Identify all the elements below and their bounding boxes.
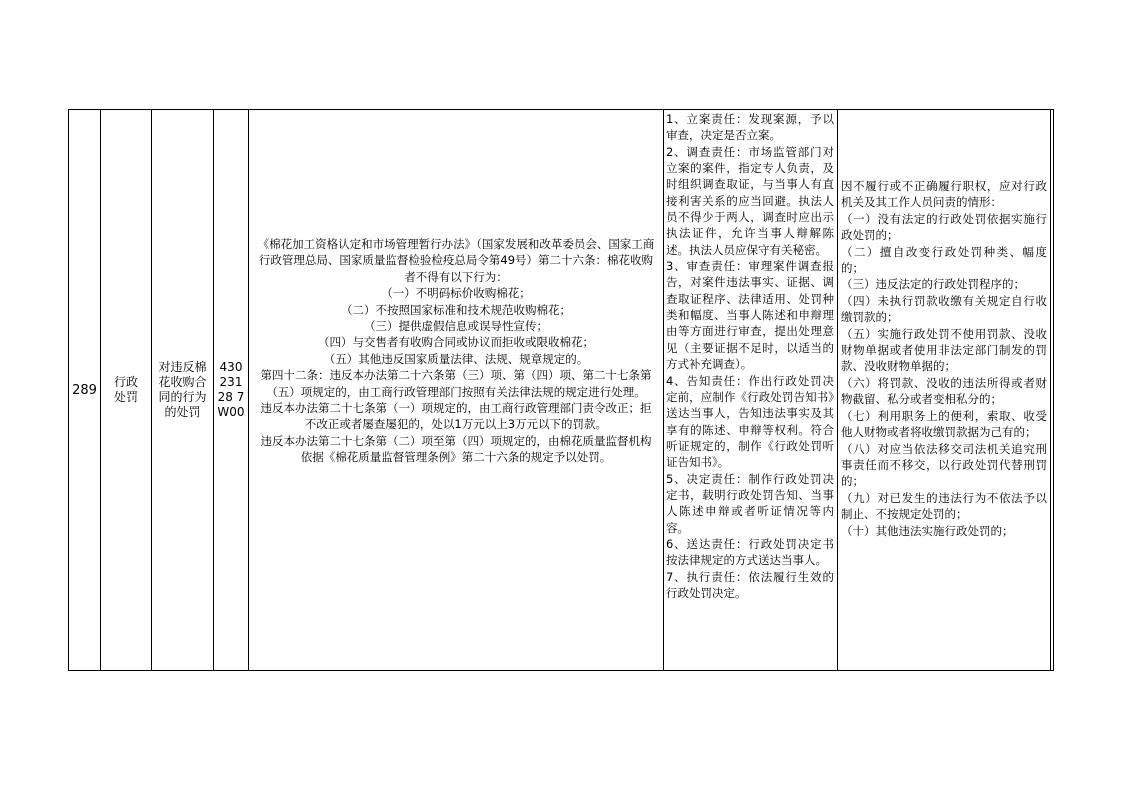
accountability-item: （十）其他违法实施行政处罚的； xyxy=(841,523,1014,538)
accountability-item: （三）违反法定的行政处罚程序的； xyxy=(841,277,1025,292)
item-name-cell xyxy=(152,110,214,670)
responsibility-text xyxy=(666,111,834,601)
basis-paragraph: （四）与交售者有收购合同或协议而拒收或限收棉花； xyxy=(318,335,594,350)
page-edge-dotted-line xyxy=(980,109,1054,671)
responsibility-item: 7、执行责任：依法履行生效的行政处罚决定。 xyxy=(666,569,834,600)
accountability-item: （六）将罚款、没收的违法所得或者财物截留、私分或者变相私分的； xyxy=(841,375,1047,407)
accountability-item: （一）没有法定的行政处罚依据实施行政处罚的； xyxy=(841,211,1047,243)
basis-paragraph: （五）其他违反国家质量法律、法规、规章规定的。 xyxy=(323,351,589,366)
category-text: 行政处罚 xyxy=(113,375,138,404)
code-cell xyxy=(214,110,249,670)
accountability-item: （四）未执行罚款收缴有关规定自行收缴罚款的； xyxy=(841,293,1047,325)
basis-paragraph: 违反本办法第二十七条第（一）项规定的，由工商行政管理部门责令改正；拒不改正或者屡查屡犯的，处以1万元以上3万元以下的罚款。 xyxy=(260,401,652,432)
responsibility-item: 6、送达责任：行政处罚决定书按法律规定的方式送达当事人。 xyxy=(666,536,834,568)
basis-paragraph: （二）不按照国家标准和技术规范收购棉花； xyxy=(341,302,571,317)
table-row xyxy=(68,109,1054,671)
responsibility-item: 1、立案责任：发现案源，予以审查，决定是否立案。 xyxy=(666,112,834,143)
basis-paragraph: 第四十二条：违反本办法第二十六条第（三）项、第（四）项、第二十七条第（五）项规定的，由工商行政管理部门按照有关法律法规的规定进行处理。 xyxy=(260,368,652,399)
accountability-item: 因不履行或不正确履行职权，应对行政机关及其工作人员问责的情形： xyxy=(841,179,1047,210)
seq-number: 289 xyxy=(72,382,97,398)
accountability-item: （二）擅自改变行政处罚种类、幅度的； xyxy=(841,244,1047,276)
accountability-item: （七）利用职务上的便利，索取、收受他人财物或者将收缴罚款据为己有的； xyxy=(841,408,1047,440)
basis-paragraph: 违反本办法第二十七条第（二）项至第（四）项规定的，由棉花质量监督机构依据《棉花质量监督管理条例》第二十六条的规定予以处罚。 xyxy=(260,433,652,465)
category-cell xyxy=(101,110,152,670)
responsibility-item: 4、告知责任：作出行政处罚决定前，应制作《行政处罚告知书》送达当事人，告知违法事实及其享有的陈述、申辩等权利。符合听证规定的，制作《行政处罚听证告知书》。 xyxy=(666,373,834,470)
basis-text xyxy=(255,236,657,466)
basis-paragraph: 《棉花加工资格认定和市场管理暂行办法》（国家发展和改革委员会、国家工商行政管理总局、国家质量监督检验检疫总局令第49号）第二十六条：棉花收购者不得有以下行为： xyxy=(257,237,655,284)
accountability-item: （九）对已发生的违法行为不依法予以制止、不按规定处罚的； xyxy=(841,490,1047,522)
responsibility-item: 5、决定责任：制作行政处罚决定书，载明行政处罚告知、当事人陈述申辩或者听证情况等内容。 xyxy=(666,471,834,535)
responsibility-item: 3、审查责任：审理案件调查报告，对案件违法事实、证据、调查取证程序、法律适用、处罚种类和幅度、当事人陈述和申辩理由等方面进行审查，提出处理意见（主要证据不足时，以适当的方式补充调查）。 xyxy=(666,259,834,372)
responsibility-item: 2、调查责任：市场监管部门对立案的案件，指定专人负责，及时组织调查取证，与当事人有直接利害关系的应当回避。执法人员不得少于两人，调查时应出示执法证件，允许当事人辩解陈述。执法人员应保守有关秘密。 xyxy=(666,144,834,257)
accountability-item: （五）实施行政处罚不使用罚款、没收财物单据或者使用非法定部门制发的罚款、没收财物单据的； xyxy=(841,326,1047,374)
responsibility-cell xyxy=(664,110,838,670)
basis-paragraph: （一）不明码标价收购棉花； xyxy=(381,286,531,301)
code-text: 43023128 7W00 xyxy=(217,360,245,419)
seq-cell xyxy=(69,110,101,670)
basis-paragraph: （三）提供虚假信息或误导性宣传； xyxy=(364,319,548,334)
item-name-text: 对违反棉花收购合同的行为的处罚 xyxy=(158,360,207,419)
accountability-item: （八）对应当依法移交司法机关追究刑事责任而不移交，以行政处罚代替刑罚的； xyxy=(841,441,1047,489)
basis-cell xyxy=(249,110,664,670)
